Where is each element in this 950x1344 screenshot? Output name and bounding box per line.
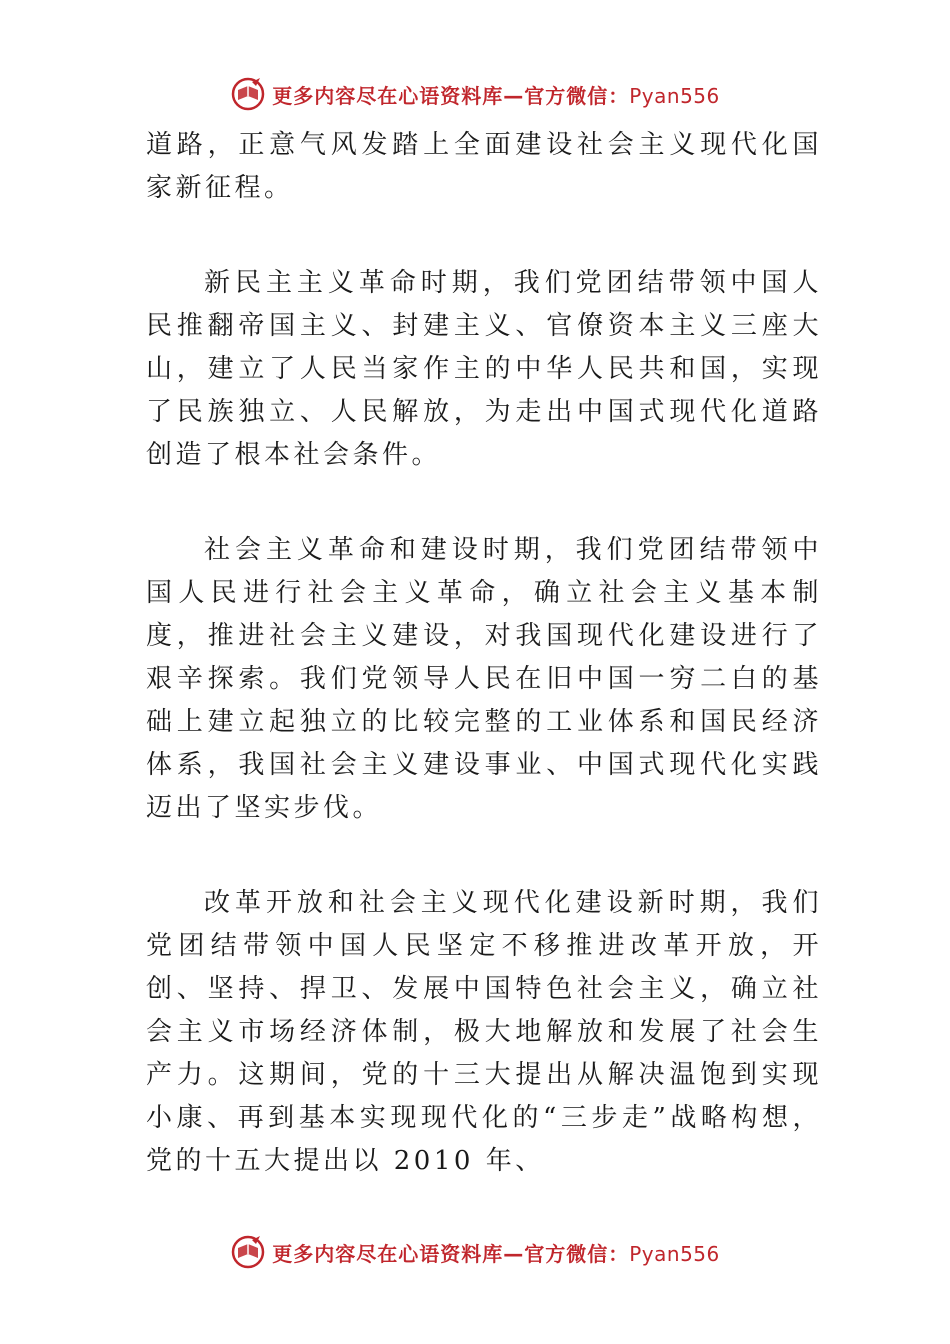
- paragraph-1: 道路，正意气风发踏上全面建设社会主义现代化国家新征程。: [146, 130, 822, 203]
- footer-label: 更多内容尽在心语资料库—官方微信：: [272, 1241, 630, 1266]
- paragraph-3: 社会主义革命和建设时期，我们党团结带领中国人民进行社会主义革命，确立社会主义基本制度，推进社会主义建设，对我国现代化建设进行了艰辛探索。我们党领导人民在旧中国一穷二白的基础上建立起独立的比较完整的工业体系和国民经济体系，我国社会主义建设事业、中国式现代化实践迈出了坚实步伐。: [146, 535, 822, 823]
- header-text: [272, 80, 720, 109]
- book-quill-logo-icon: [230, 76, 266, 112]
- footer-wechat-id: Pyan556: [629, 1241, 720, 1266]
- footer-banner: [0, 1230, 950, 1274]
- paragraph-4: 改革开放和社会主义现代化建设新时期，我们党团结带领中国人民坚定不移推进改革开放，开创、坚持、捍卫、发展中国特色社会主义，确立社会主义市场经济体制，极大地解放和发展了社会生产力。这期间，党的十三大提出从解决温饱到实现小康、再到基本实现现代化的“三步走”战略构想，党的十五大提出以 2010 年、: [146, 888, 822, 1176]
- header-wechat-id: Pyan556: [629, 83, 720, 108]
- footer-text: [272, 1238, 720, 1267]
- paragraph-2: 新民主主义革命时期，我们党团结带领中国人民推翻帝国主义、封建主义、官僚资本主义三座大山，建立了人民当家作主的中华人民共和国，实现了民族独立、人民解放，为走出中国式现代化道路创造了根本社会条件。: [146, 268, 822, 470]
- book-quill-logo-icon: [230, 1234, 266, 1270]
- header-banner: [0, 72, 950, 116]
- document-body: [146, 124, 822, 1235]
- header-label: 更多内容尽在心语资料库—官方微信：: [272, 83, 630, 108]
